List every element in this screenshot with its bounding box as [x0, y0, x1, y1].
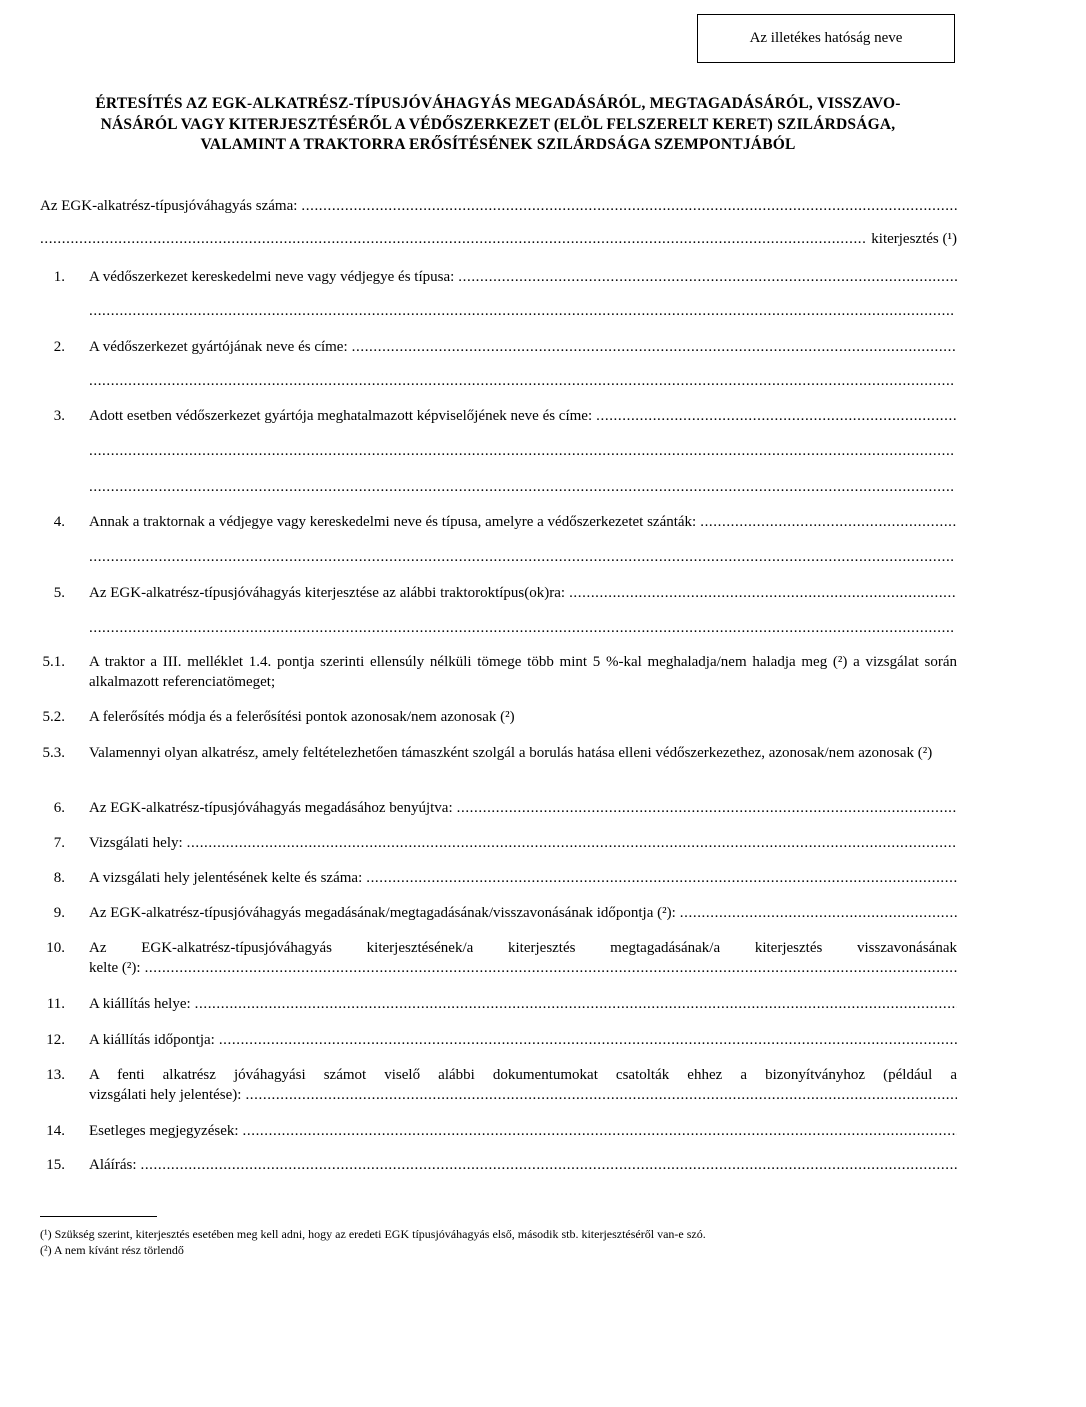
title-line-3: VALAMINT A TRAKTORRA ERŐSÍTÉSÉNEK SZILÁRDSÁGA SZEMPONTJÁBÓL — [200, 136, 796, 153]
item-9-label: Az EGK-alkatrész-típusjóváhagyás megadásának/megtagadásának/visszavonásának időpontja (²): — [89, 905, 676, 921]
extension-label: kiterjesztés (¹) — [871, 231, 957, 247]
authority-name-box — [697, 14, 955, 63]
footnote-2: (²) A nem kívánt rész törlendő — [40, 1243, 184, 1257]
item-13-row — [89, 1085, 957, 1105]
item-number: 9. — [53, 905, 65, 921]
item-5-row — [89, 583, 957, 603]
item-10-line-1: Az EGK-alkatrész-típusjóváhagyás kiterjesztésének/a kiterjesztés megtagadásának/a kiterjesztés visszavonásának — [89, 940, 957, 956]
item-3-label: Adott esetben védőszerkezet gyártója meghatalmazott képviselőjének neve és címe: — [89, 408, 593, 424]
item-11-row — [89, 994, 957, 1014]
item-9-row — [89, 903, 957, 923]
item-4-label: Annak a traktornak a védjegye vagy kereskedelmi neve és típusa, amelyre a védőszerkezetet szánták: — [89, 514, 697, 530]
item-1-field-2[interactable] — [89, 301, 953, 321]
item-10-field[interactable] — [145, 958, 957, 978]
authority-name-label: Az illetékes hatóság neve — [749, 30, 903, 46]
item-3-continuation — [89, 477, 957, 497]
item-number: 2. — [53, 339, 65, 355]
item-number: 12. — [46, 1032, 65, 1048]
item-4-field[interactable] — [700, 512, 957, 532]
item-1-field[interactable] — [458, 267, 957, 287]
item-number: 5.1. — [42, 654, 65, 670]
item-12-field[interactable] — [219, 1030, 957, 1050]
item-4-field-2[interactable] — [89, 547, 953, 567]
item-number: 15. — [46, 1157, 65, 1173]
item-5-1-text: A traktor a III. melléklet 1.4. pontja szerinti ellensúly nélküli tömege több mint 5 %-kal meghaladja/nem haladja meg (²) a vizsgálat során alkalmazott referenciatömeget; — [89, 654, 957, 690]
approval-number-label: Az EGK-alkatrész-típusjóváhagyás száma: — [40, 198, 298, 214]
item-2-row — [89, 337, 957, 357]
item-14-label: Esetleges megjegyzések: — [89, 1123, 239, 1139]
item-number: 6. — [53, 800, 65, 816]
item-14-field[interactable] — [243, 1121, 957, 1141]
item-3-field[interactable] — [596, 406, 957, 426]
item-3-row — [89, 406, 957, 426]
item-6-label: Az EGK-alkatrész-típusjóváhagyás megadásához benyújtva: — [89, 800, 453, 816]
item-number: 5. — [53, 585, 65, 601]
item-2-field[interactable] — [352, 337, 957, 357]
item-2-continuation — [89, 371, 957, 391]
item-number: 1. — [53, 269, 65, 285]
item-5-3-text: Valamennyi olyan alkatrész, amely feltételezhetően támaszként szolgál a borulás hatása elleni védőszerkezethez, azonosak/nem azonosak (²) — [89, 745, 933, 761]
item-number: 5.2. — [42, 709, 65, 725]
item-number: 14. — [46, 1123, 65, 1139]
item-2-label: A védőszerkezet gyártójának neve és címe: — [89, 339, 348, 355]
extension-row — [40, 229, 957, 249]
item-5-field-2[interactable] — [89, 618, 953, 638]
item-8-label: A vizsgálati hely jelentésének kelte és száma: — [89, 870, 363, 886]
title-line-2: NÁSÁRÓL VAGY KITERJESZTÉSÉRŐL A VÉDŐSZERKEZET (ELÖL FELSZERELT KERET) SZILÁRDSÁGA, — [100, 115, 896, 133]
item-15-label: Aláírás: — [89, 1157, 137, 1173]
extension-field[interactable] — [40, 229, 867, 249]
item-9-field[interactable] — [680, 903, 957, 923]
item-number: 4. — [53, 514, 65, 530]
item-4-continuation — [89, 547, 957, 567]
item-11-field[interactable] — [195, 994, 957, 1014]
item-13-label: vizsgálati hely jelentése): — [89, 1087, 242, 1103]
footnote-1: (¹) Szükség szerint, kiterjesztés esetében meg kell adni, hogy az eredeti EGK típusjóváhagyás első, második stb. kiterjesztéséről van-e szó. — [40, 1227, 706, 1241]
item-5-field[interactable] — [569, 583, 957, 603]
item-number: 7. — [53, 835, 65, 851]
item-5-continuation — [89, 618, 957, 638]
item-8-field[interactable] — [366, 868, 957, 888]
item-6-row — [89, 798, 957, 818]
item-number: 5.3. — [42, 745, 65, 761]
item-3-field-2[interactable] — [89, 441, 953, 461]
item-11-label: A kiállítás helye: — [89, 996, 191, 1012]
item-1-continuation — [89, 301, 957, 321]
item-number: 13. — [46, 1067, 65, 1083]
item-10-label: kelte (²): — [89, 960, 141, 976]
item-13-line-1: A fenti alkatrész jóváhagyási számot viselő alábbi dokumentumokat csatolták ehhez a bizonyítványhoz (például a — [89, 1067, 957, 1083]
item-10-row — [89, 958, 957, 978]
approval-number-field[interactable] — [301, 196, 957, 216]
item-7-row — [89, 833, 957, 853]
item-8-row — [89, 868, 957, 888]
item-7-field[interactable] — [187, 833, 957, 853]
item-4-row — [89, 512, 957, 532]
item-3-field-3[interactable] — [89, 477, 953, 497]
document-title — [40, 94, 956, 156]
item-15-row — [89, 1155, 957, 1175]
item-14-row — [89, 1121, 957, 1141]
item-1-row — [89, 267, 957, 287]
item-number: 11. — [46, 996, 65, 1012]
approval-number-row — [40, 196, 957, 216]
item-5-2-text: A felerősítés módja és a felerősítési pontok azonosak/nem azonosak (²) — [89, 709, 515, 725]
item-12-row — [89, 1030, 957, 1050]
title-line-1: ÉRTESÍTÉS AZ EGK-ALKATRÉSZ-TÍPUSJÓVÁHAGYÁS MEGADÁSÁRÓL, MEGTAGADÁSÁRÓL, VISSZAVO- — [95, 95, 901, 112]
item-7-label: Vizsgálati hely: — [89, 835, 183, 851]
item-6-field[interactable] — [457, 798, 957, 818]
signature-field[interactable] — [140, 1155, 957, 1175]
item-1-label: A védőszerkezet kereskedelmi neve vagy védjegye és típusa: — [89, 269, 455, 285]
item-number: 3. — [53, 408, 65, 424]
item-number: 10. — [46, 940, 65, 956]
footnote-divider — [40, 1216, 157, 1217]
item-12-label: A kiállítás időpontja: — [89, 1032, 215, 1048]
item-13-field[interactable] — [245, 1085, 957, 1105]
item-number: 8. — [53, 870, 65, 886]
item-5-label: Az EGK-alkatrész-típusjóváhagyás kiterjesztése az alábbi traktoroktípus(ok)ra: — [89, 585, 566, 601]
item-2-field-2[interactable] — [89, 371, 953, 391]
item-3-continuation — [89, 441, 957, 461]
